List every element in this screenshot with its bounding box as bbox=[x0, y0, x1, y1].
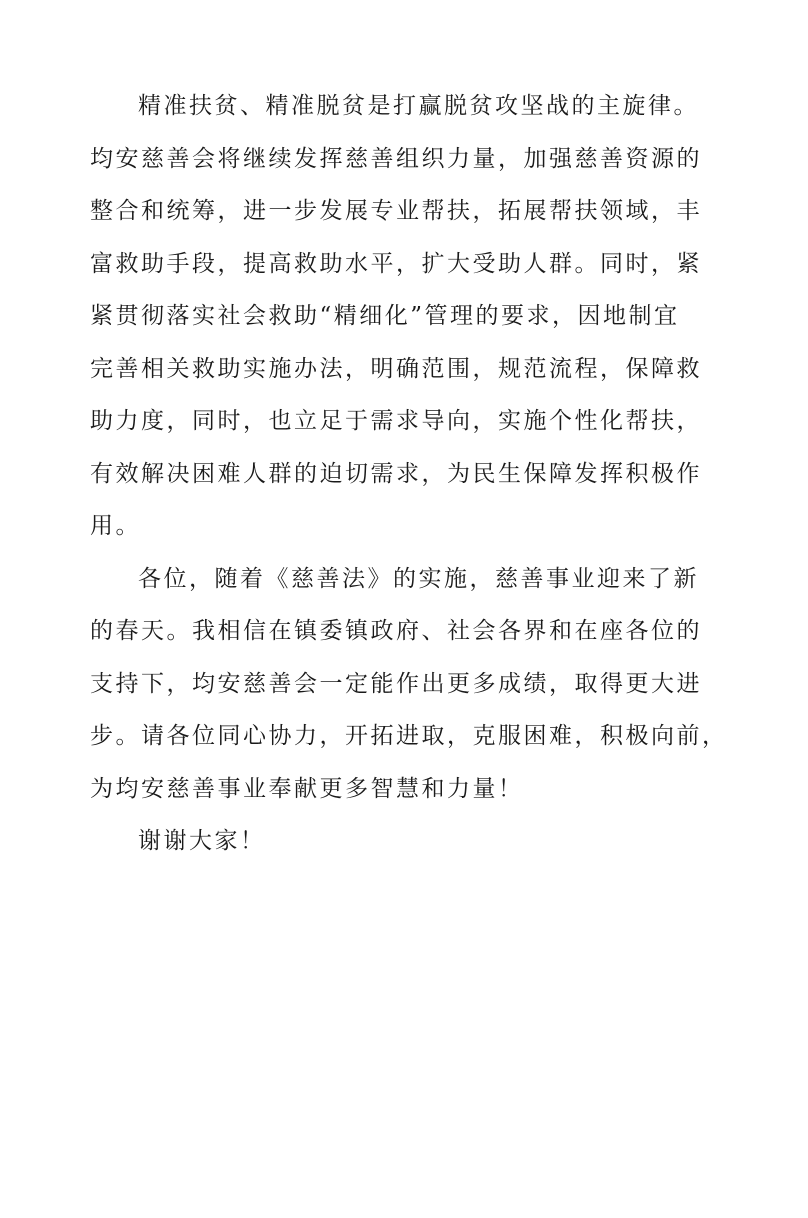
text-line: 富救助手段，提高救助水平，扩大受助人群。同时，紧 bbox=[90, 250, 702, 277]
paragraph-2 bbox=[90, 553, 728, 816]
paragraph-3 bbox=[90, 815, 720, 868]
text-line: 步。请各位同心协力，开拓进取，克服困难，积极向前， bbox=[90, 723, 728, 749]
text-line: 整合和统筹，进一步发展专业帮扶，拓展帮扶领域，丰 bbox=[90, 198, 702, 224]
text-line: 紧贯彻落实社会救助“精细化”管理的要求，因地制宜 bbox=[90, 303, 680, 329]
text-line: 支持下，均安慈善会一定能作出更多成绩，取得更大进 bbox=[90, 670, 702, 697]
text-line: 用。 bbox=[90, 513, 141, 539]
text-line: 有效解决困难人群的迫切需求，为民生保障发挥积极作 bbox=[90, 460, 702, 487]
text-line: 精准扶贫、精准脱贫是打赢脱贫攻坚战的主旋律。 bbox=[138, 93, 699, 119]
text-line: 各位，随着《慈善法》的实施，慈善事业迎来了新 bbox=[138, 565, 699, 592]
text-line: 的春天。我相信在镇委镇政府、社会各界和在座各位的 bbox=[90, 618, 702, 644]
text-line: 完善相关救助实施办法，明确范围，规范流程，保障救 bbox=[90, 355, 702, 382]
text-line: 助力度，同时，也立足于需求导向，实施个性化帮扶， bbox=[90, 408, 702, 434]
text-line: 谢谢大家！ bbox=[138, 828, 266, 854]
document-body bbox=[90, 80, 728, 868]
text-line: 为均安慈善事业奉献更多智慧和力量！ bbox=[90, 775, 524, 802]
text-line: 均安慈善会将继续发挥慈善组织力量，加强慈善资源的 bbox=[90, 145, 702, 172]
paragraph-1 bbox=[90, 80, 720, 553]
